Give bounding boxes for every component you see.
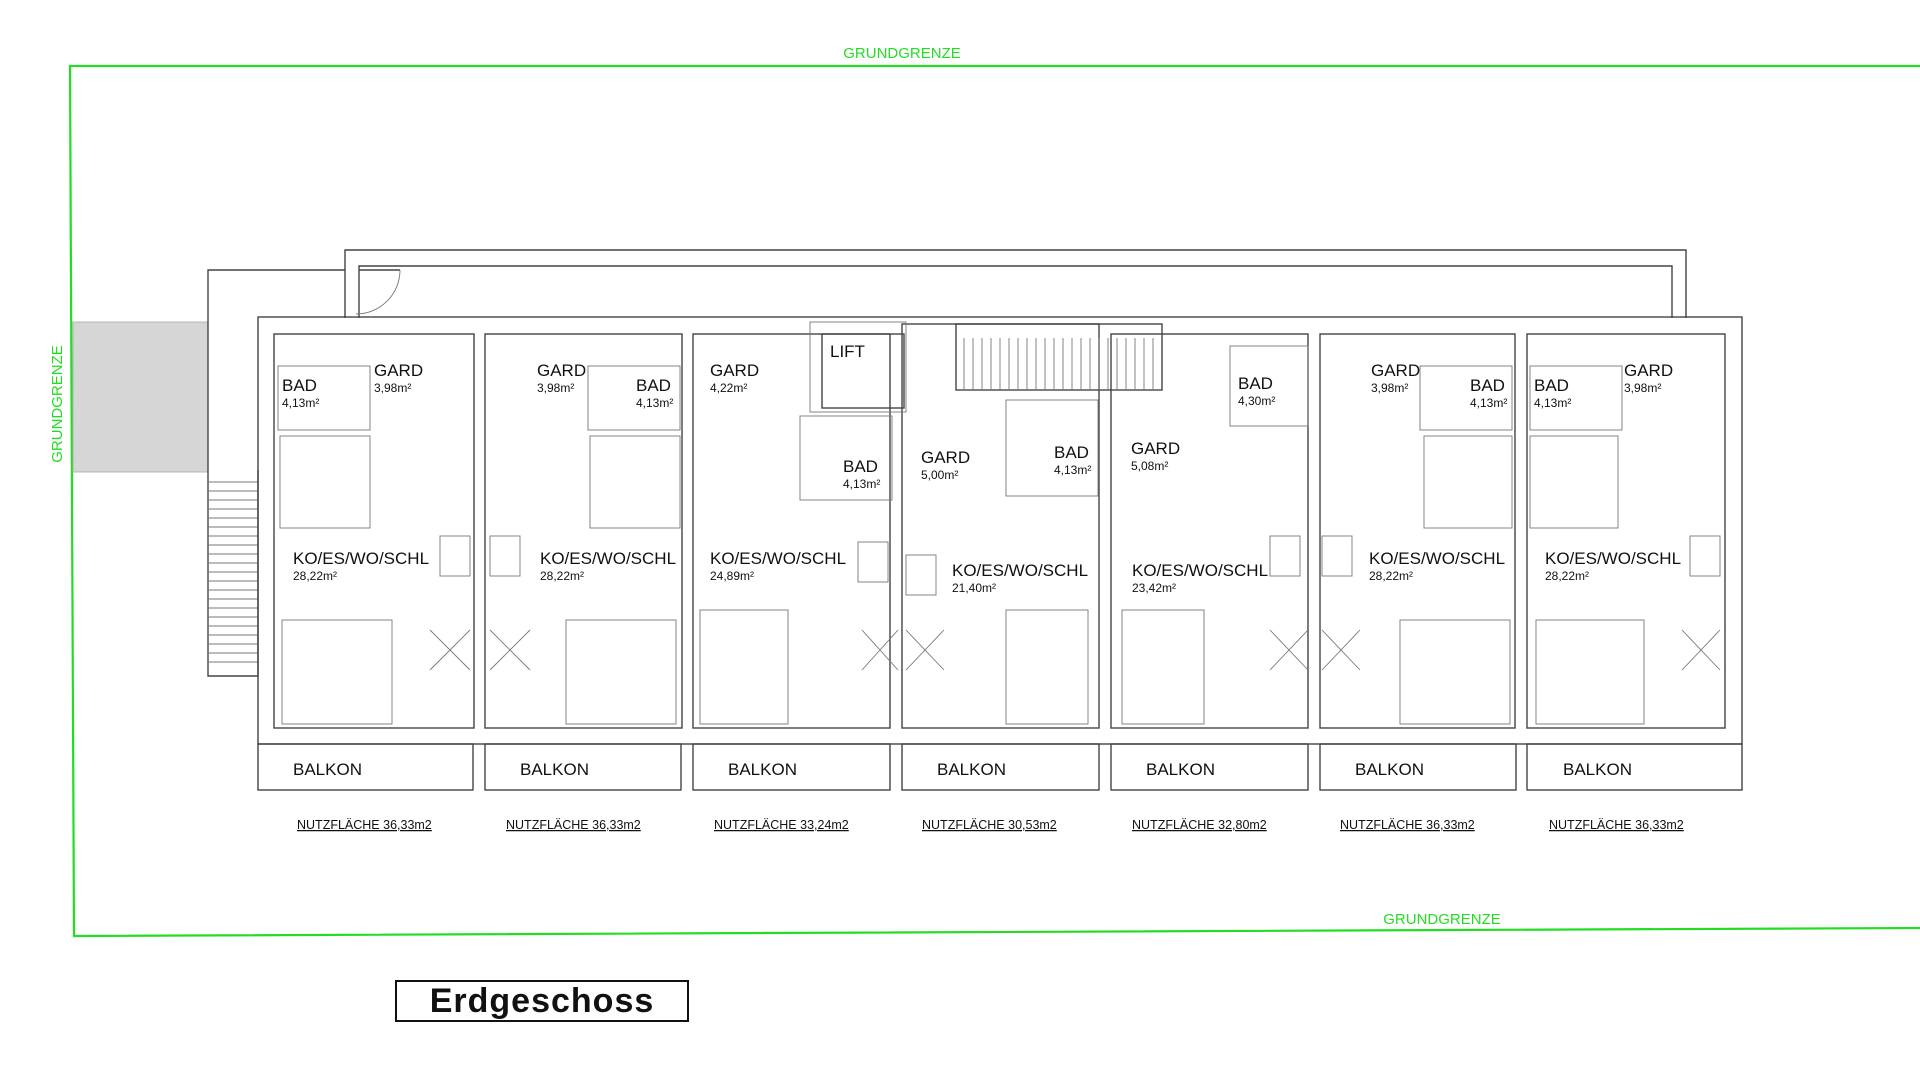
room-labels — [282, 361, 1681, 595]
room-area: 5,08m² — [1131, 459, 1169, 473]
nutzflaeche-labels — [297, 818, 1684, 832]
balkon-label: BALKON — [728, 760, 797, 779]
room-area: 4,13m² — [1054, 463, 1092, 477]
room-name: BAD — [1534, 376, 1569, 395]
boundary-label-left: GRUNDGRENZE — [49, 345, 66, 463]
room-name: GARD — [374, 361, 424, 380]
room-area: 3,98m² — [537, 381, 575, 395]
lift-label: LIFT — [830, 342, 865, 361]
boundary-label-top: GRUNDGRENZE — [843, 45, 961, 62]
room-area: 24,89m² — [710, 569, 755, 583]
room-area: 4,22m² — [710, 381, 748, 395]
nutzflaeche-label: NUTZFLÄCHE 36,33m2 — [506, 818, 641, 832]
room-area: 4,13m² — [843, 477, 881, 491]
room-name: BAD — [1054, 443, 1089, 462]
balkon-label: BALKON — [1146, 760, 1215, 779]
external-stair — [208, 318, 258, 676]
room-name: GARD — [537, 361, 587, 380]
nutzflaeche-label: NUTZFLÄCHE 30,53m2 — [922, 818, 1057, 832]
room-area: 3,98m² — [1624, 381, 1662, 395]
nutzflaeche-label: NUTZFLÄCHE 36,33m2 — [297, 818, 432, 832]
room-name: KO/ES/WO/SCHL — [1545, 549, 1682, 568]
neighbour-area — [73, 322, 208, 472]
room-area: 4,13m² — [636, 396, 674, 410]
room-name: GARD — [710, 361, 760, 380]
corridor — [208, 250, 1686, 318]
room-area: 28,22m² — [1545, 569, 1590, 583]
balkon-label: BALKON — [1563, 760, 1632, 779]
room-area: 21,40m² — [952, 581, 997, 595]
room-name: BAD — [282, 376, 317, 395]
unit-walls — [274, 324, 1725, 728]
balkon-label: BALKON — [937, 760, 1006, 779]
room-area: 4,13m² — [1534, 396, 1572, 410]
room-area: 4,13m² — [282, 396, 320, 410]
room-area: 28,22m² — [293, 569, 338, 583]
balkon-label: BALKON — [293, 760, 362, 779]
room-area: 28,22m² — [540, 569, 585, 583]
balkon-label: BALKON — [520, 760, 589, 779]
room-area: 3,98m² — [374, 381, 412, 395]
property-boundary — [70, 66, 1920, 936]
room-area: 4,13m² — [1470, 396, 1508, 410]
room-name: BAD — [636, 376, 671, 395]
nutzflaeche-label: NUTZFLÄCHE 32,80m2 — [1132, 818, 1267, 832]
room-name: GARD — [921, 448, 971, 467]
room-name: GARD — [1131, 439, 1181, 458]
room-name: KO/ES/WO/SCHL — [540, 549, 677, 568]
room-area: 4,30m² — [1238, 394, 1276, 408]
room-name: GARD — [1624, 361, 1674, 380]
room-area: 23,42m² — [1132, 581, 1177, 595]
room-name: KO/ES/WO/SCHL — [952, 561, 1089, 580]
balkon-label: BALKON — [1355, 760, 1424, 779]
room-area: 3,98m² — [1371, 381, 1409, 395]
plan-title-box — [395, 980, 689, 1022]
nutzflaeche-label: NUTZFLÄCHE 36,33m2 — [1340, 818, 1475, 832]
room-name: KO/ES/WO/SCHL — [710, 549, 847, 568]
nutzflaeche-label: NUTZFLÄCHE 33,24m2 — [714, 818, 849, 832]
room-area: 28,22m² — [1369, 569, 1414, 583]
room-name: KO/ES/WO/SCHL — [1369, 549, 1506, 568]
plan-title: Erdgeschoss — [429, 981, 655, 1020]
boundary-label-bottom: GRUNDGRENZE — [1383, 911, 1501, 928]
room-name: KO/ES/WO/SCHL — [1132, 561, 1269, 580]
nutzflaeche-label: NUTZFLÄCHE 36,33m2 — [1549, 818, 1684, 832]
room-area: 5,00m² — [921, 468, 959, 482]
room-name: KO/ES/WO/SCHL — [293, 549, 430, 568]
balkon-labels — [293, 760, 1632, 779]
room-name: BAD — [1470, 376, 1505, 395]
lift-shaft — [810, 322, 906, 412]
room-name: GARD — [1371, 361, 1421, 380]
room-name: BAD — [843, 457, 878, 476]
room-name: BAD — [1238, 374, 1273, 393]
